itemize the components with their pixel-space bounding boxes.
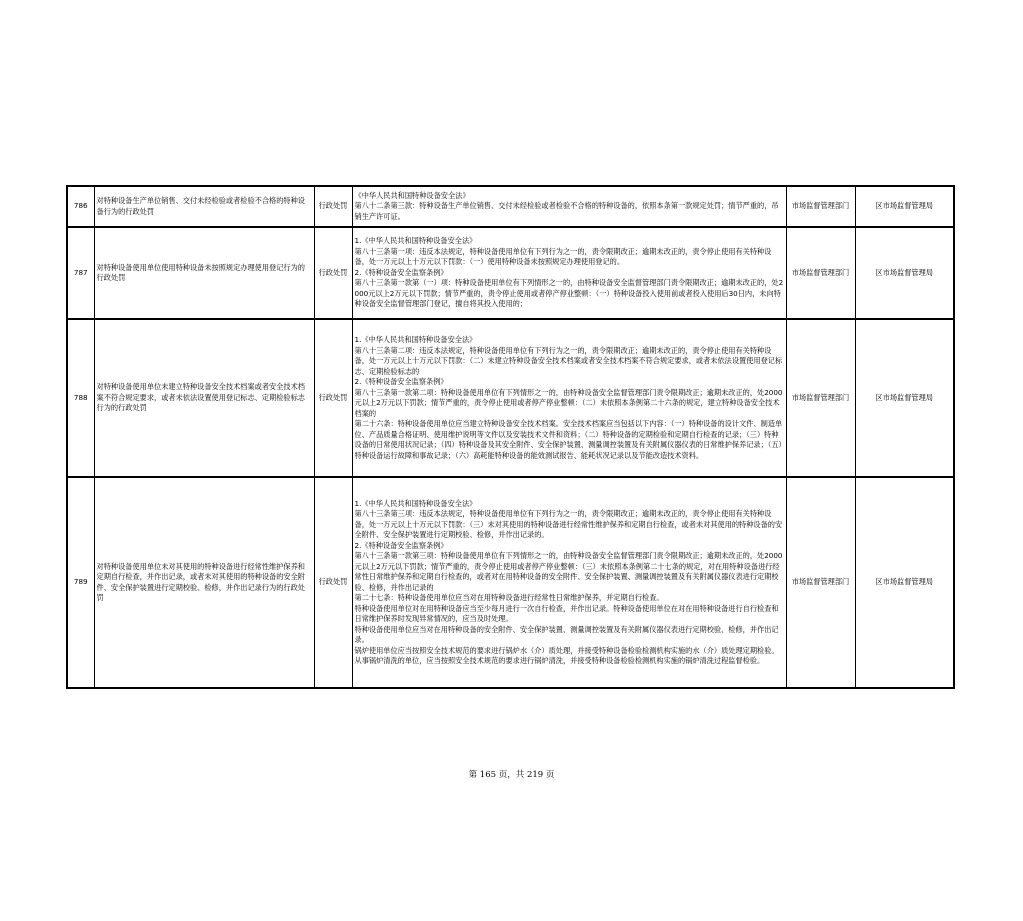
item-number: 788 — [67, 319, 94, 477]
legal-basis-line: 2.《特种设备安全监察条例》 — [354, 267, 448, 277]
item-number: 787 — [67, 227, 94, 319]
item-name: 对特种设备生产单位销售、交付未经检验或者检验不合格的特种设备行为的行政处罚 — [94, 186, 314, 227]
legal-basis-line: 第八十三条第一款第二项：特种设备使用单位有下列情形之一的，由特种设备安全监督管理部门责令限期改正；逾期未改正的，处2000元以上2万元以下罚款；情节严重的，责令停止使用或者停产停业整顿：（二）未依照本条例第二十六条的规定，建立特种设备安全技术档案的 — [354, 387, 783, 418]
legal-basis-line: 2.《特种设备安全监察条例》 — [354, 540, 448, 550]
item-type: 行政处罚 — [314, 227, 352, 319]
enforcement-table — [66, 185, 955, 689]
table-body — [67, 186, 954, 688]
legal-basis-line: 特种设备使用单位应当对在用特种设备的安全附件、安全保护装置、测量调控装置及有关附属仪器仪表进行定期校验、检修，并作出记录。 — [354, 624, 779, 644]
legal-basis — [352, 477, 786, 688]
legal-basis-line: 1.《中华人民共和国特种设备安全法》 — [354, 236, 477, 246]
responsible-department: 市场监督管理部门 — [786, 186, 855, 227]
responsible-department: 市场监督管理部门 — [786, 319, 855, 477]
responsible-department: 市场监督管理部门 — [786, 477, 855, 688]
legal-basis-line: 从事锅炉清洗的单位，应当按照安全技术规范的要求进行锅炉清洗，并接受特种设备检验检测机构实施的锅炉清洗过程监督检验。 — [354, 656, 765, 665]
item-number: 789 — [67, 477, 94, 688]
table-row — [67, 477, 954, 688]
legal-basis-line: 第八十三条第三项：违反本法规定，特种设备使用单位有下列行为之一的，责令限期改正；逾期未改正的，责令停止使用有关特种设备，处一万元以上十万元以下罚款：（三）未对其使用的特种设备进行经常性维护保养和定期自行检查，或者未对其使用的特种设备的安全附件、安全保护装置进行定期校验、检修，并作出记录的。 — [354, 509, 783, 539]
legal-basis-line: 第八十三条第一款第三项：特种设备使用单位有下列情形之一的，由特种设备安全监督管理部门责令限期改正；逾期未改正的，处2000元以上2万元以下罚款；情节严重的，责令停止使用或者停产停业整顿：（三）未依照本条例第二十七条的规定，对在用特种设备进行经常性日常维护保养和定期自行检查的，或者对在用特种设备的安全附件、安全保护装置、测量调控装置及有关附属仪器仪表进行定期校验、检修，并作出记录的 — [354, 551, 783, 592]
item-type: 行政处罚 — [314, 319, 352, 477]
legal-basis-line: 特种设备使用单位对在用特种设备应当至少每月进行一次自行检查，并作出记录。特种设备使用单位在对在用特种设备进行自行检查和日常维护保养时发现异常情况的，应当及时处理。 — [354, 603, 779, 623]
item-name: 对特种设备使用单位使用特种设备未按照规定办理使用登记行为的行政处罚 — [94, 227, 314, 319]
legal-basis-line: 《中华人民共和国特种设备安全法》 — [354, 190, 470, 200]
legal-basis — [352, 319, 786, 477]
implementing-agency: 区市场监督管理局 — [855, 186, 954, 227]
implementing-agency: 区市场监督管理局 — [855, 319, 954, 477]
item-name: 对特种设备使用单位未对其使用的特种设备进行经常性维护保养和定期自行检查，并作出记录，或者未对其使用的特种设备的安全附件、安全保护装置进行定期校验、检修，并作出记录行为的行政处罚 — [94, 477, 314, 688]
legal-basis-line: 1.《中华人民共和国特种设备安全法》 — [354, 498, 477, 508]
legal-basis-line: 2.《特种设备安全监察条例》 — [354, 377, 448, 386]
table-row — [67, 319, 954, 477]
table-row — [67, 186, 954, 227]
legal-basis-line: 第八十二条第三款：特种设备生产单位销售、交付未经检验或者检验不合格的特种设备的，依照本条第一款规定处罚；情节严重的，吊销生产许可证。 — [354, 201, 779, 221]
implementing-agency: 区市场监督管理局 — [855, 227, 954, 319]
legal-basis-line: 第八十三条第一款第（一）项：特种设备使用单位有下列情形之一的，由特种设备安全监督管理部门责令限期改正；逾期未改正的，处2000元以上2万元以下罚款；情节严重的，责令停止使用或者停产停业整顿：（一）特种设备投入使用前或者投入使用后30日内，未向特种设备安全监督管理部门登记，擅自将其投入使用的； — [354, 278, 784, 309]
item-type: 行政处罚 — [314, 186, 352, 227]
legal-basis — [352, 186, 786, 227]
legal-basis-line: 第二十七条：特种设备使用单位应当对在用特种设备进行经常性日常维护保养，并定期自行检查。 — [354, 593, 664, 602]
legal-basis-line: 1.《中华人民共和国特种设备安全法》 — [354, 335, 477, 344]
item-type: 行政处罚 — [314, 477, 352, 688]
implementing-agency: 区市场监督管理局 — [855, 477, 954, 688]
responsible-department: 市场监督管理部门 — [786, 227, 855, 319]
page-number: 第 165 页，共 219 页 — [468, 770, 555, 780]
legal-basis-line: 第八十三条第一项：违反本法规定，特种设备使用单位有下列行为之一的，责令限期改正；逾期未改正的，责令停止使用有关特种设备，处一万元以上十万元以下罚款：（一）使用特种设备未按照规定办理使用登记的。 — [354, 246, 772, 267]
table-row — [67, 227, 954, 319]
legal-basis-line: 第八十三条第二项：违反本法规定，特种设备使用单位有下列行为之一的，责令限期改正；逾期未改正的，责令停止使用有关特种设备，处一万元以上十万元以下罚款：（二）未建立特种设备安全技术档案或者安全技术档案不符合规定要求，或者未依法设置使用登记标志、定期检验标志的 — [354, 345, 783, 376]
legal-basis — [352, 227, 786, 319]
legal-basis-line: 锅炉使用单位应当按照安全技术规范的要求进行锅炉水（介）质处理，并接受特种设备检验检测机构实施的水（介）质处理定期检验。 — [354, 645, 779, 655]
legal-basis-line: 第二十六条：特种设备使用单位应当建立特种设备安全技术档案。安全技术档案应当包括以下内容：（一）特种设备的设计文件、制造单位、产品质量合格证明、使用维护说明等文件以及安装技术文件和资料；（二）特种设备的定期检验和定期自行检查的记录；（三）特种设备的日常使用状况记录；（四）特种设备及其安全附件、安全保护装置、测量调控装置及有关附属仪器仪表的日常维护保养记录；（五）特种设备运行故障和事故记录；（六）高耗能特种设备的能效测试报告、能耗状况记录以及节能改造技术资料。 — [354, 419, 783, 460]
item-number: 786 — [67, 186, 94, 227]
item-name: 对特种设备使用单位未建立特种设备安全技术档案或者安全技术档案不符合规定要求，或者未依法设置使用登记标志、定期检验标志行为的行政处罚 — [94, 319, 314, 477]
